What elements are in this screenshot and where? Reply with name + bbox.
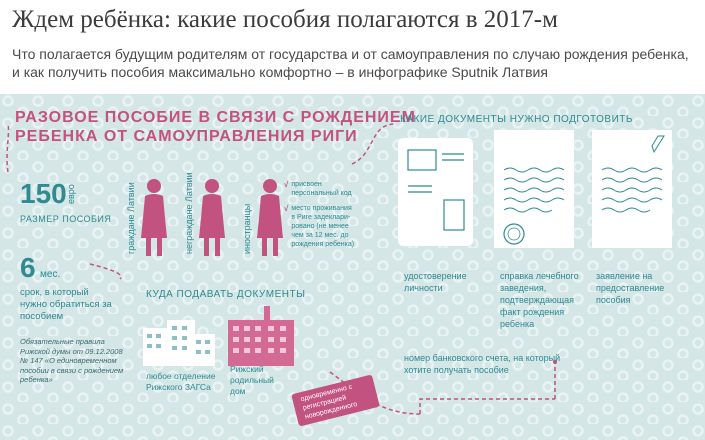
check-icon: √	[284, 204, 289, 213]
simultaneous-badge: одновременно с регистрацией новорожденного	[291, 374, 380, 426]
deadline-block	[20, 254, 60, 282]
benefit-heading: РАЗОВОЕ ПОСОБИЕ В СВЯЗИ С РОЖДЕНИЕМ РЕБЕНКА ОТ САМОУПРАВЛЕНИЯ РИГИ	[15, 109, 416, 145]
figure-foreigner	[257, 179, 283, 256]
amount-value: 150	[20, 178, 67, 209]
medical-certificate-icon	[494, 130, 574, 258]
page-subtitle: Что полагается будущим родителям от государства и от самоуправления по случаю рождения ребенка, и как получить пособия максимально комфортно – в инфографике Sputnik Латвия	[12, 46, 689, 80]
office-hospital: Рижский родильный дом	[230, 364, 274, 396]
deadline-number: 6	[20, 252, 36, 283]
registry-building-icon	[143, 316, 215, 366]
recipient-figures	[140, 178, 288, 260]
amount-block	[20, 180, 91, 208]
infographic-panel	[0, 94, 705, 440]
bank-account-note: номер банковского счета, на который хотите получать пособие	[404, 353, 561, 375]
doc-application-label: заявление на предоставление пособия	[596, 271, 665, 305]
doc-id-label: удостоверение личности	[404, 271, 467, 293]
id-document-icon	[398, 138, 473, 258]
condition-text: присвоен персональный код	[291, 181, 352, 197]
office-registry: любое отделение Рижского ЗАГСа	[146, 371, 216, 392]
recipient-label-2: неграждане Латвии	[184, 172, 194, 254]
where-heading: КУДА ПОДАВАТЬ ДОКУМЕНТЫ	[146, 289, 306, 300]
documents-heading: КАКИЕ ДОКУМЕНТЫ НУЖНО ПОДГОТОВИТЬ	[400, 114, 633, 125]
maternity-hospital-icon	[228, 306, 294, 366]
deadline-unit: мес.	[40, 269, 61, 280]
check-icon: √	[284, 180, 289, 189]
amount-label: РАЗМЕР ПОСОБИЯ	[20, 214, 112, 224]
doc-certificate-label: справка лечебного заведения, подтверждающая факт рождения ребенка	[500, 271, 579, 329]
condition-text: место проживания в Риге задеклари-ровано (не менее чем за 12 мес. до рождения ребенка)	[291, 205, 355, 248]
amount-currency: евро	[66, 184, 77, 204]
header	[0, 0, 705, 94]
deadline-text: срок, в который нужно обратиться за пособием	[20, 287, 112, 322]
recipient-label-1: граждане Латвии	[126, 182, 136, 254]
recipient-label-3: иностранцы	[242, 203, 252, 254]
figure-noncitizen	[199, 179, 225, 256]
condition-item	[284, 180, 356, 198]
conditions-list	[284, 180, 356, 249]
legal-note: Обязательные правила Рижской думы от 09.12.2008 № 147 «О единовременном пособии в связи с рождением ребенка»	[20, 337, 124, 384]
condition-item	[284, 204, 356, 249]
page-title: Ждем ребёнка: какие пособия полагаются в 2017-м	[12, 6, 558, 33]
figure-citizen	[141, 179, 167, 256]
application-form-icon	[592, 130, 672, 258]
